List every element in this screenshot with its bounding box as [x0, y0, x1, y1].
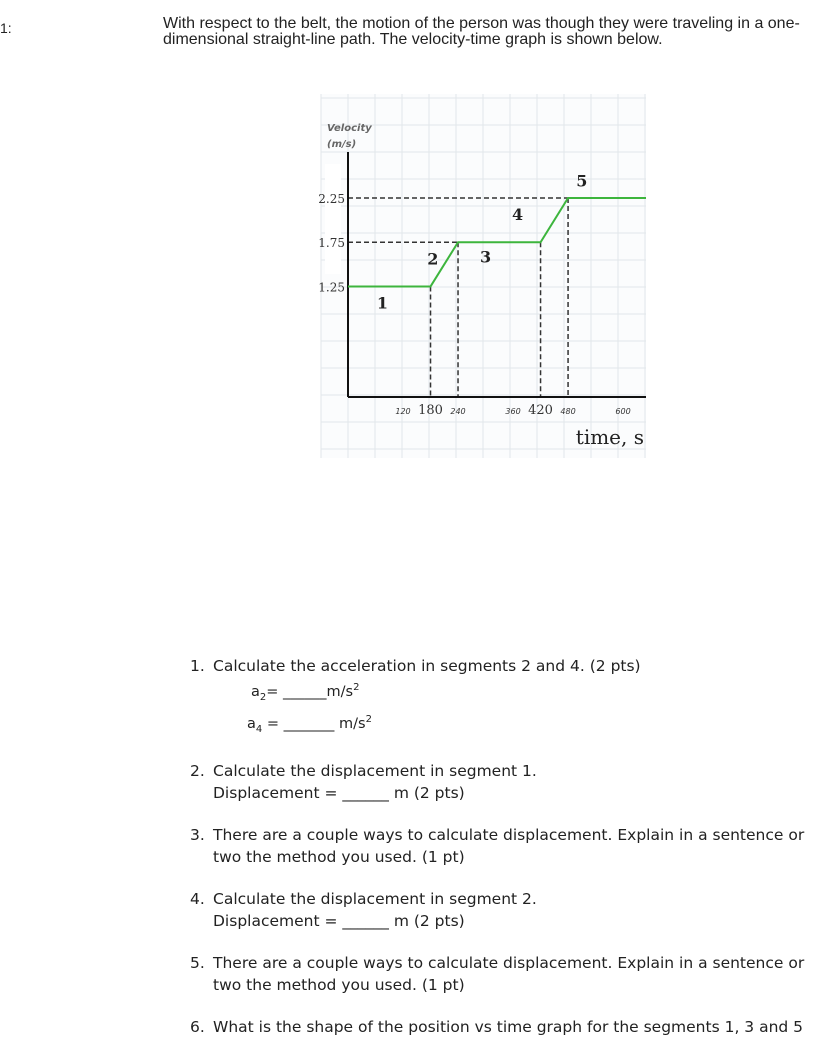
question-5-text: There are a couple ways to calculate displacement. Explain in a sentence or two the method you used. (1 pt) — [213, 954, 805, 995]
question-2-text: Calculate the displacement in segment 1. — [213, 762, 537, 781]
x-tick-label: 360 — [505, 407, 521, 416]
question-number: 1: — [0, 20, 12, 36]
y-axis-label: Velocity — [327, 123, 372, 134]
question-4 — [190, 888, 810, 932]
question-4-answer-line: Displacement = ______ m (2 pts) — [213, 912, 465, 931]
questions-list — [190, 655, 810, 1058]
question-3-text: There are a couple ways to calculate displacement. Explain in a sentence or two the method you used. (1 pt) — [213, 826, 805, 867]
question-6 — [190, 1016, 810, 1038]
question-1-a2-line — [213, 677, 810, 709]
chart-white-patch — [325, 164, 341, 274]
segment-label: 4 — [512, 205, 524, 225]
segment-label: 3 — [479, 247, 492, 267]
question-4-text: Calculate the displacement in segment 2. — [213, 890, 537, 909]
question-1-text: Calculate the acceleration in segments 2 and 4. (2 pts) — [213, 657, 641, 675]
question-2-number: 2. — [190, 762, 205, 781]
question-3-number: 3. — [190, 826, 205, 845]
question-4-number: 4. — [190, 890, 205, 909]
a4-answer-line: $a_4$ = _______ $m/s^2$ — [247, 713, 372, 735]
x-tick-label: 600 — [615, 407, 631, 416]
x-axis-label: time, s — [575, 425, 644, 449]
question-1-a4-line — [213, 709, 810, 741]
y-tick-label: 1.25 — [318, 280, 345, 295]
x-tick-label: 120 — [395, 407, 411, 416]
x-tick-label: 480 — [560, 407, 576, 416]
question-5-number: 5. — [190, 954, 205, 973]
question-6-text: What is the shape of the position vs time graph for the segments 1, 3 and 5 — [213, 1018, 804, 1037]
x-tick-label: 420 — [528, 403, 553, 418]
a2-answer-line: $a_2=$ $\_\_\_\_\_\_m/s^2$ — [251, 682, 360, 703]
velocity-time-chart — [318, 94, 646, 458]
y-tick-label: 1.75 — [318, 236, 345, 251]
segment-label: 1 — [376, 293, 388, 313]
y-tick-label: 2.25 — [318, 192, 345, 207]
question-2 — [190, 760, 810, 804]
question-6-number: 6. — [190, 1018, 205, 1037]
y-axis-unit-label: (m/s) — [327, 139, 357, 150]
intro-text: With respect to the belt, the motion of the person was though they were traveling in a one-dimensional straight-line path. The velocity-time graph is shown below. — [163, 15, 800, 48]
x-tick-label: 180 — [418, 403, 443, 418]
x-tick-label: 240 — [450, 407, 466, 416]
segment-label: 2 — [427, 249, 439, 269]
chart-svg — [318, 94, 646, 458]
question-3 — [190, 824, 810, 868]
question-2-answer-line: Displacement = ______ m (2 pts) — [213, 784, 465, 803]
question-1 — [190, 655, 810, 740]
segment-label: 5 — [576, 171, 588, 191]
question-5 — [190, 952, 810, 996]
question-1-number: 1. — [190, 657, 205, 675]
